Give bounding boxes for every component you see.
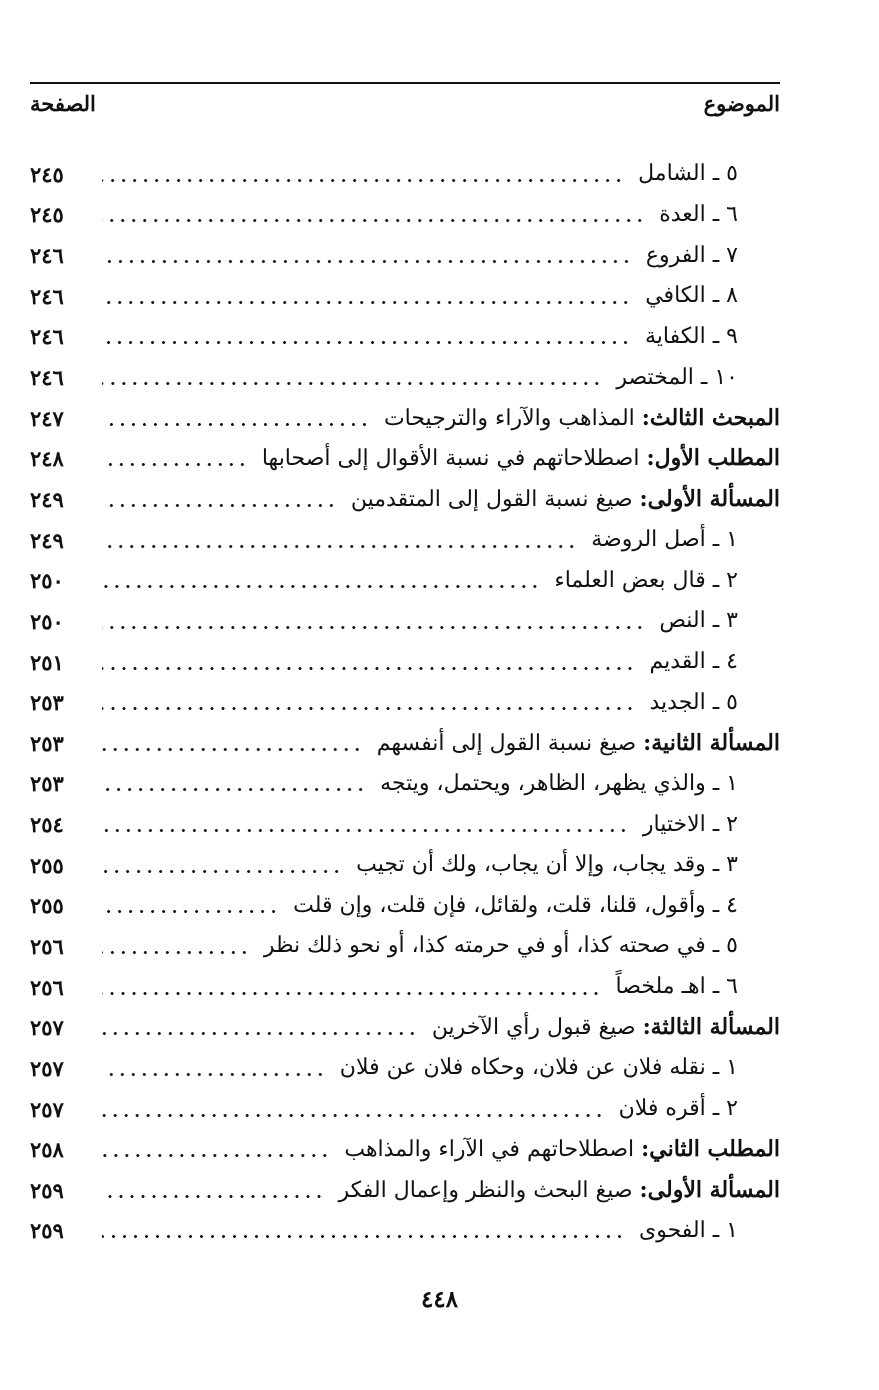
- toc-entry: [30, 1007, 780, 1048]
- toc-entry-page: ٢٥٣: [30, 730, 64, 756]
- toc-entry: [30, 276, 780, 317]
- toc-entry-text: ٦ ـ اهـ ملخصاً: [615, 974, 738, 1000]
- toc-entry-title: [637, 285, 738, 307]
- toc-entry-text: ٦ ـ العدة: [659, 201, 738, 227]
- toc-entry-title: [343, 485, 780, 512]
- toc-entry-text: ٢ ـ الاختيار: [642, 811, 738, 837]
- toc-entry-page: ٢٤٥: [30, 161, 64, 187]
- dot-leader: [102, 300, 631, 305]
- dot-leader: [102, 787, 366, 792]
- dot-leader: [102, 544, 577, 549]
- toc-entry-title: [348, 854, 738, 876]
- toc-entry-page: ٢٥٦: [30, 933, 64, 959]
- dot-leader: [102, 178, 624, 183]
- dot-leader: [102, 869, 342, 874]
- toc-entry-text: ١ ـ الفحوى: [639, 1217, 738, 1243]
- toc-entry: [30, 195, 780, 236]
- toc-entry-text: ٥ ـ الشامل: [638, 161, 738, 187]
- toc-entry-title: [630, 163, 738, 185]
- toc-entry-page: ٢٥٦: [30, 974, 64, 1000]
- toc-entry-page: ٢٥٧: [30, 1096, 64, 1122]
- toc-entry-heading: المطلب الأول:: [646, 445, 780, 472]
- dot-leader: [102, 950, 250, 955]
- toc-entry: [30, 479, 780, 520]
- toc-entry-text: ١ ـ والذي يظهر، الظاهر، ويحتمل، ويتجه: [380, 770, 738, 796]
- topic-column-header: الموضوع: [703, 90, 780, 116]
- dot-leader: [102, 218, 645, 223]
- dot-leader: [102, 828, 629, 833]
- dot-leader: [102, 462, 248, 467]
- dot-leader: [102, 381, 602, 386]
- toc-entry: [30, 1170, 780, 1211]
- toc-entry-title: [332, 1057, 738, 1079]
- toc-entry: [30, 967, 780, 1008]
- toc-entry-heading: المسألة الأولى:: [639, 1176, 780, 1203]
- toc-entry-title: [331, 1176, 781, 1203]
- toc-entry-text: ٢ ـ قال بعض العلماء: [554, 567, 738, 593]
- toc-entry: [30, 317, 780, 358]
- toc-entry-heading: المبحث الثالث:: [641, 404, 780, 431]
- toc-entry: [30, 926, 780, 967]
- toc-entry-title: [611, 1098, 738, 1120]
- toc-entry-heading: المسألة الثالثة:: [642, 1014, 780, 1041]
- toc-entry: [30, 438, 780, 479]
- toc-entry: [30, 560, 780, 601]
- toc-entry-title: [642, 689, 739, 715]
- toc-entry: [30, 845, 780, 886]
- toc-entry-title: [638, 242, 738, 268]
- toc-entry-title: [641, 651, 738, 673]
- toc-entry-text: صيغ قبول رأي الآخرين: [431, 1015, 636, 1041]
- toc-entry-page: ٢٤٦: [30, 365, 64, 391]
- dot-leader: [102, 625, 645, 630]
- dot-leader: [102, 503, 337, 508]
- dot-leader: [102, 706, 636, 711]
- dot-leader: [102, 422, 370, 427]
- toc-entry: [30, 886, 780, 927]
- toc-entry-heading: المطلب الثاني:: [641, 1136, 780, 1163]
- toc-entry-title: [424, 1016, 780, 1039]
- toc-entry-page: ٢٤٦: [30, 243, 64, 269]
- toc-entry: [30, 1211, 780, 1252]
- table-of-contents: [30, 154, 780, 1251]
- dot-leader: [102, 1153, 330, 1158]
- dot-leader: [102, 747, 363, 752]
- toc-entry: [30, 723, 780, 764]
- toc-entry-title: [635, 811, 738, 837]
- dot-leader: [102, 259, 632, 264]
- toc-entry-page: ٢٥٧: [30, 1015, 64, 1041]
- toc-entry-text: ٨ ـ الكافي: [645, 283, 738, 309]
- toc-entry: [30, 642, 780, 683]
- toc-entry: [30, 154, 780, 195]
- toc-entry-title: [651, 610, 738, 632]
- dot-leader: [102, 1194, 325, 1199]
- toc-entry-title: [583, 529, 738, 551]
- toc-entry-text: ٥ ـ في صحته كذا، أو في حرمته كذا، أو نحو ذلك نظر: [263, 933, 738, 959]
- toc-entry-title: [637, 323, 738, 349]
- toc-entry-page: ٢٥٧: [30, 1055, 64, 1081]
- toc-entry-text: ٤ ـ وأقول، قلنا، قلت، ولقائل، فإن قلت، وإن قلت: [293, 892, 738, 918]
- toc-entry-page: ٢٤٦: [30, 324, 64, 350]
- column-headers: [30, 86, 780, 120]
- toc-entry-page: ٢٥٣: [30, 771, 64, 797]
- toc-entry-page: ٢٥٠: [30, 608, 64, 634]
- toc-entry-text: صيغ نسبة القول إلى أنفسهم: [376, 730, 637, 756]
- toc-entry-page: ٢٤٨: [30, 446, 64, 472]
- toc-entry-title: [372, 770, 738, 796]
- toc-entry-text: اصطلاحاتهم في نسبة الأقوال إلى أصحابها: [261, 446, 640, 472]
- toc-entry-text: اصطلاحاتهم في الآراء والمذاهب: [344, 1137, 635, 1163]
- toc-entry-page: ٢٤٧: [30, 405, 64, 431]
- toc-entry-text: ٤ ـ القديم: [649, 649, 738, 674]
- toc-entry: [30, 235, 780, 276]
- toc-entry-text: ١٠ ـ المختصر: [616, 364, 738, 390]
- toc-entry-text: ٥ ـ الجديد: [649, 689, 738, 715]
- toc-entry: [30, 682, 780, 723]
- toc-entry-text: ٩ ـ الكفاية: [645, 323, 738, 349]
- toc-entry-text: ٢ ـ أقره فلان: [618, 1096, 738, 1122]
- toc-entry-page: ٢٥٩: [30, 1218, 64, 1244]
- toc-entry-text: صيغ البحث والنظر وإعمال الفكر: [338, 1177, 633, 1203]
- toc-entry-page: ٢٥٠: [30, 568, 64, 594]
- toc-entry-page: ٢٥٩: [30, 1177, 64, 1203]
- toc-entry: [30, 1129, 780, 1170]
- toc-entry: [30, 804, 780, 845]
- toc-entry: [30, 398, 780, 439]
- dot-leader: [102, 1031, 418, 1036]
- toc-entry-title: [369, 729, 780, 756]
- toc-entry-page: ٢٥٣: [30, 690, 64, 716]
- toc-entry-title: [336, 1138, 780, 1161]
- toc-entry-title: [285, 892, 738, 918]
- toc-entry: [30, 1089, 780, 1130]
- toc-entry-title: [608, 976, 738, 998]
- dot-leader: [102, 909, 279, 914]
- toc-entry-text: ٣ ـ النص: [659, 608, 738, 634]
- toc-entry: [30, 1048, 780, 1089]
- toc-entry-text: ٣ ـ وقد يجاب، وإلا أن يجاب، ولك أن تجيب: [356, 852, 738, 878]
- toc-entry: [30, 601, 780, 642]
- toc-entry-page: ٢٥٥: [30, 893, 64, 919]
- page-number: ٤٤٨: [420, 1286, 459, 1313]
- toc-entry-heading: المسألة الأولى:: [639, 485, 780, 512]
- toc-entry-title: [254, 447, 780, 470]
- toc-entry-page: ٢٥٤: [30, 812, 64, 838]
- dot-leader: [102, 340, 631, 345]
- toc-entry: [30, 357, 780, 398]
- toc-entry-page: ٢٤٩: [30, 486, 64, 512]
- dot-leader: [102, 584, 540, 589]
- toc-entry-text: المذاهب والآراء والترجيحات: [383, 405, 635, 431]
- toc-entry-text: ١ ـ أصل الروضة: [591, 527, 738, 553]
- toc-entry-title: [651, 201, 738, 227]
- toc-entry-page: ٢٥٥: [30, 852, 64, 878]
- dot-leader: [102, 1072, 326, 1077]
- toc-entry-text: ١ ـ نقله فلان عن فلان، وحكاه فلان عن فلان: [339, 1055, 738, 1081]
- toc-entry-page: ٢٤٥: [30, 202, 64, 228]
- toc-entry: [30, 520, 780, 561]
- toc-entry-page: ٢٥١: [30, 649, 64, 675]
- toc-entry-text: صيغ نسبة القول إلى المتقدمين: [350, 486, 633, 512]
- toc-entry-heading: المسألة الثانية:: [643, 729, 780, 756]
- toc-entry-text: ٧ ـ الفروع: [645, 242, 738, 268]
- toc-entry-title: [376, 404, 780, 431]
- dot-leader: [102, 991, 602, 996]
- page-column-header: الصفحة: [30, 90, 96, 116]
- toc-entry-page: ٢٤٦: [30, 283, 64, 309]
- toc-entry-page: ٢٤٩: [30, 527, 64, 553]
- toc-entry-title: [256, 935, 738, 957]
- dot-leader: [102, 1234, 625, 1239]
- toc-entry-page: ٢٥٨: [30, 1137, 64, 1163]
- dot-leader: [102, 1113, 605, 1118]
- dot-leader: [102, 666, 635, 671]
- top-rule: [30, 82, 780, 84]
- toc-entry-title: [608, 364, 738, 390]
- toc-entry-title: [546, 567, 738, 593]
- toc-entry-title: [631, 1217, 738, 1243]
- toc-entry: [30, 764, 780, 805]
